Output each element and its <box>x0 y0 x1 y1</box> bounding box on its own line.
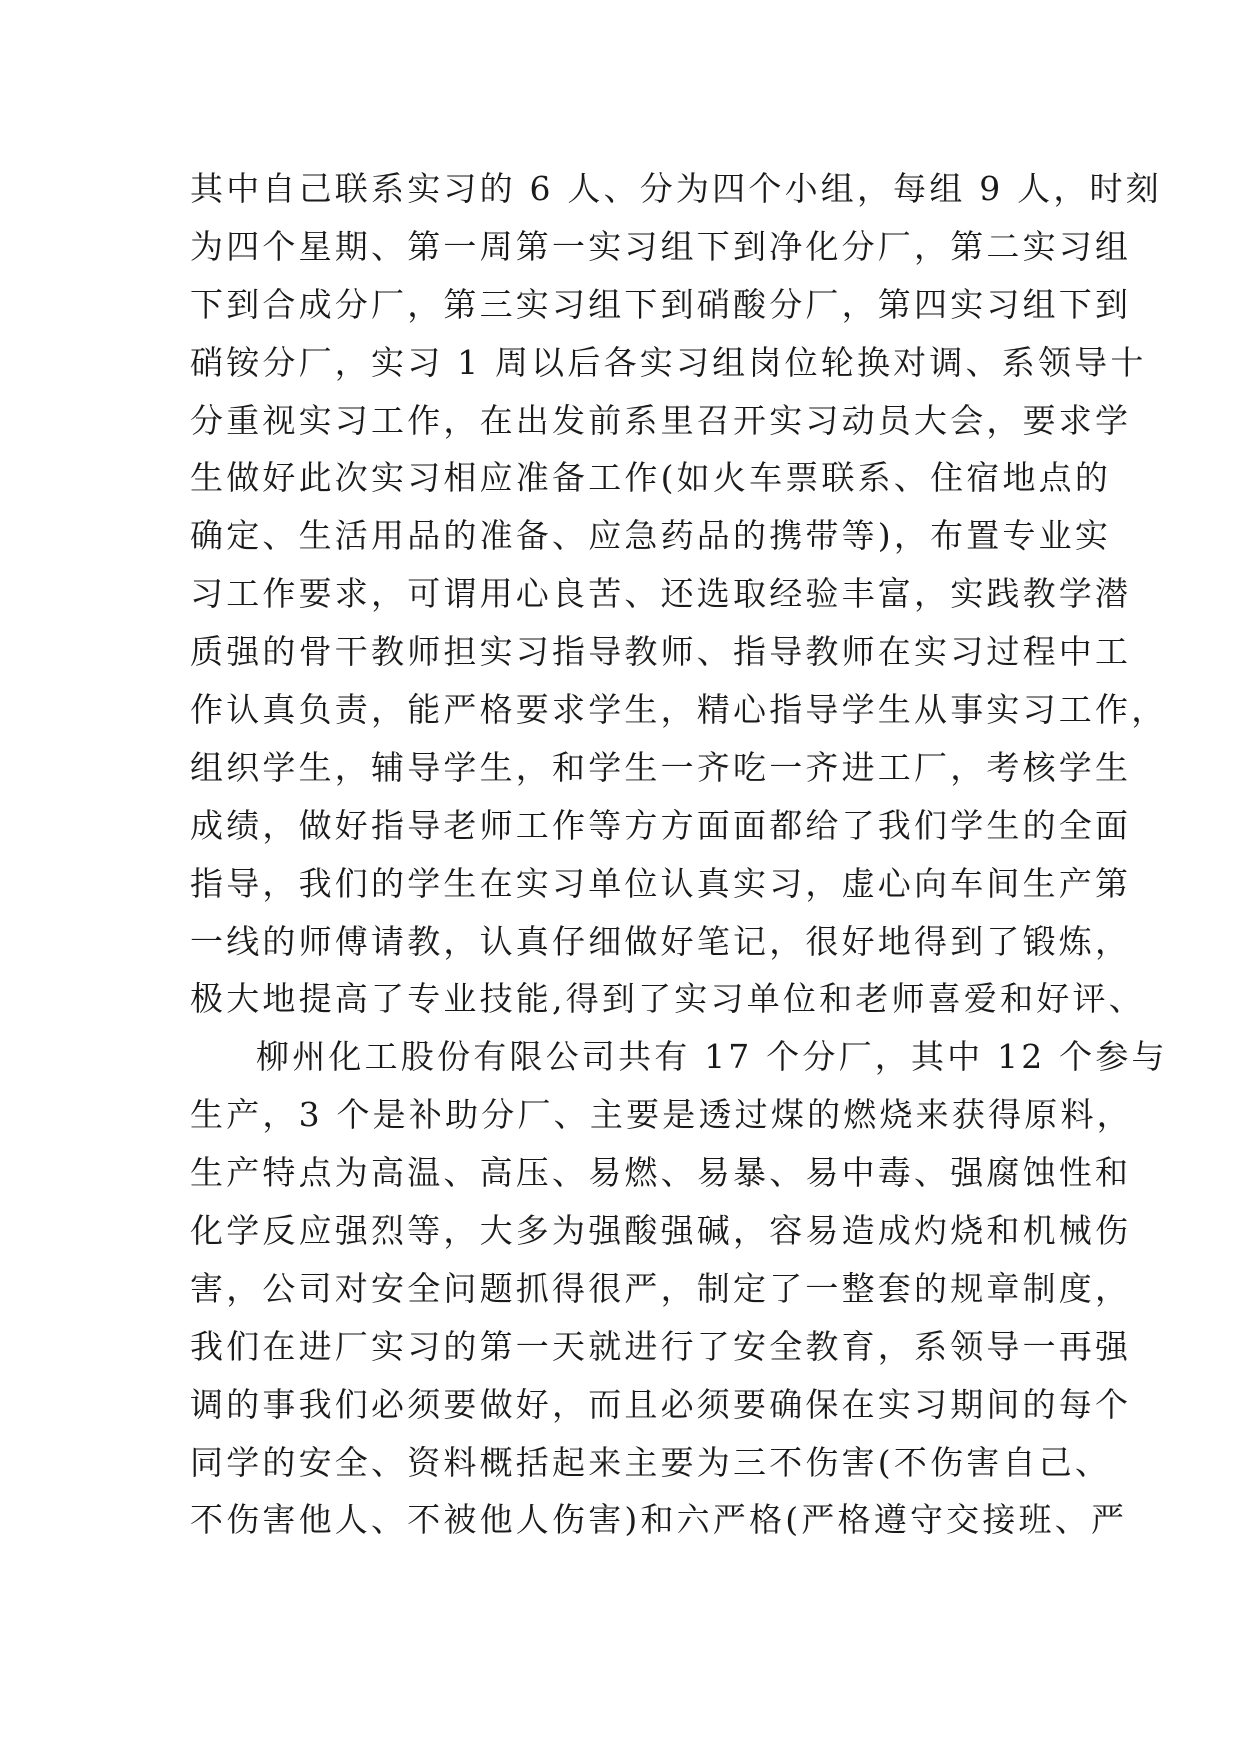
text-line: 同学的安全、资料概括起来主要为三不伤害(不伤害自己、 <box>190 1442 1112 1482</box>
body-text <box>190 160 1168 1549</box>
text-line: 习工作要求，可谓用心良苦、还选取经验丰富，实践教学潜 <box>190 574 1132 614</box>
text-line: 我们在进厂实习的第一天就进行了安全教育，系领导一再强 <box>190 1326 1132 1366</box>
text-line: 其中自己联系实习的 6 人、分为四个小组，每组 9 人，时刻 <box>190 169 1162 208</box>
text-line: 调的事我们必须要做好，而且必须要确保在实习期间的每个 <box>190 1384 1132 1424</box>
text-line: 害，公司对安全问题抓得很严，制定了一整套的规章制度， <box>190 1268 1132 1308</box>
text-line: 化学反应强烈等，大多为强酸强碱，容易造成灼烧和机械伤 <box>190 1211 1132 1251</box>
text-line: 质强的骨干教师担实习指导教师、指导教师在实习过程中工 <box>190 632 1132 672</box>
text-line: 生产特点为高温、高压、易燃、易暴、易中毒、强腐蚀性和 <box>190 1153 1132 1193</box>
text-line: 生产，3 个是补助分厂、主要是透过煤的燃烧来获得原料， <box>190 1095 1133 1135</box>
text-line: 作认真负责，能严格要求学生，精心指导学生从事实习工作， <box>190 690 1168 730</box>
text-line: 下到合成分厂，第三实习组下到硝酸分厂，第四实习组下到 <box>190 284 1132 324</box>
text-line: 为四个星期、第一周第一实习组下到净化分厂，第二实习组 <box>190 226 1132 266</box>
text-line: 确定、生活用品的准备、应急药品的携带等)，布置专业实 <box>190 516 1112 556</box>
text-line: 极大地提高了专业技能,得到了实习单位和老师喜爱和好评、 <box>190 979 1145 1019</box>
text-line: 成绩，做好指导老师工作等方方面面都给了我们学生的全面 <box>190 805 1132 845</box>
text-line: 生做好此次实习相应准备工作(如火车票联系、住宿地点的 <box>190 458 1112 498</box>
text-line: 不伤害他人、不被他人伤害)和六严格(严格遵守交接班、严 <box>190 1500 1128 1540</box>
paragraph-start-line: 柳州化工股份有限公司共有 17 个分厂，其中 12 个参与 <box>256 1037 1168 1077</box>
text-line: 一线的师傅请教，认真仔细做好笔记，很好地得到了锻炼， <box>190 921 1132 961</box>
text-line: 组织学生，辅导学生，和学生一齐吃一齐进工厂，考核学生 <box>190 747 1132 787</box>
text-line: 硝铵分厂，实习 1 周以后各实习组岗位轮换对调、系领导十 <box>190 342 1147 382</box>
text-line: 指导，我们的学生在实习单位认真实习，虚心向车间生产第 <box>190 863 1132 903</box>
text-line: 分重视实习工作，在出发前系里召开实习动员大会，要求学 <box>190 400 1132 440</box>
